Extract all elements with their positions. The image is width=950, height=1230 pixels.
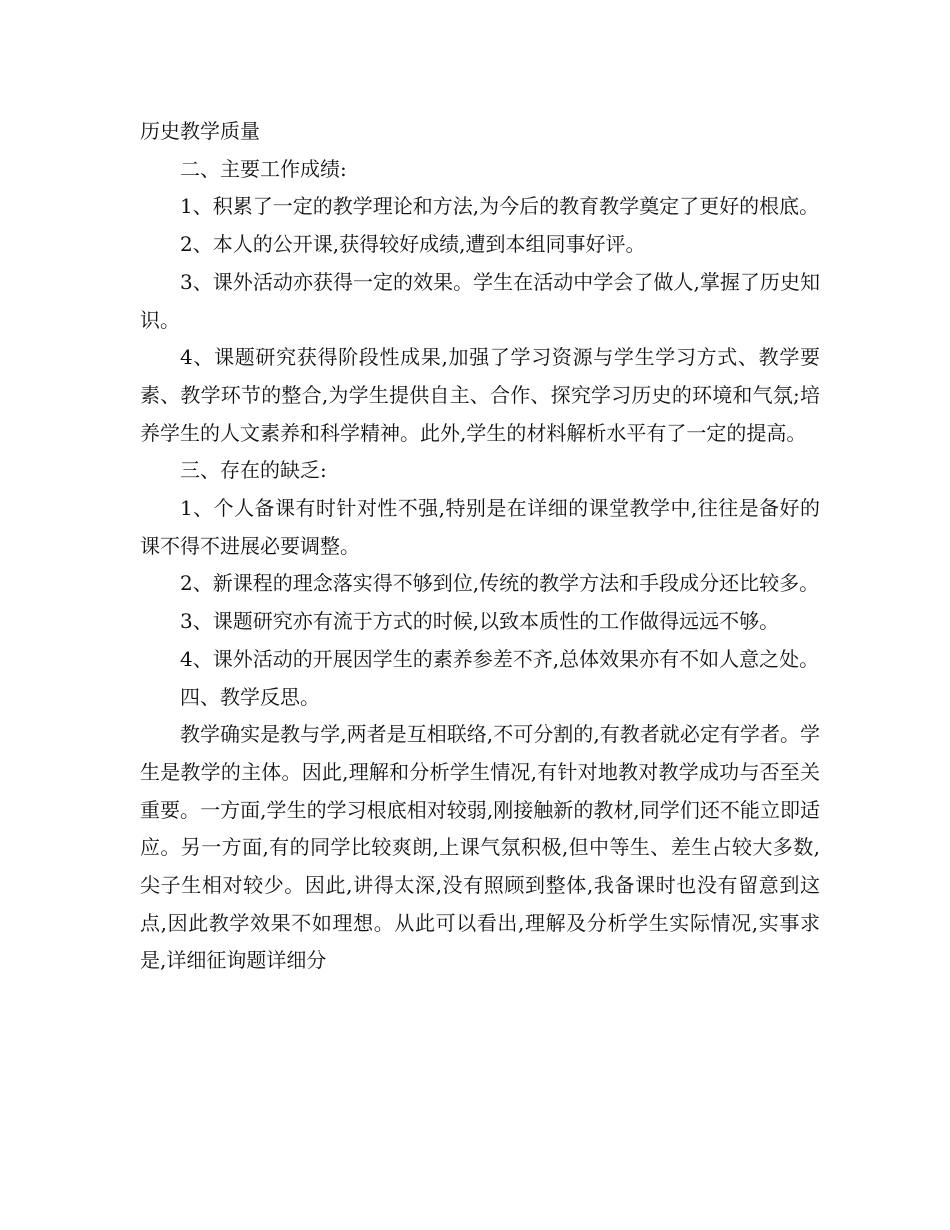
section-heading-shortcomings: 三、存在的缺乏: — [180, 458, 327, 483]
shortcoming-item-2: 2、新课程的理念落实得不够到位,传统的教学方法和手段成分还比较多。 — [180, 571, 820, 596]
section-heading-achievements: 二、主要工作成绩: — [180, 156, 347, 181]
achievement-item-2: 2、本人的公开课,获得较好成绩,遭到本组同事好评。 — [180, 232, 646, 257]
shortcoming-item-1: 1、个人备课有时针对性不强,特别是在详细的课堂教学中,往往是备好的课不得不进展必要调整。 — [140, 496, 820, 558]
shortcoming-item-3: 3、课题研究亦有流于方式的时候,以致本质性的工作做得远远不够。 — [180, 609, 780, 634]
achievement-item-4: 4、课题研究获得阶段性成果,加强了学习资源与学生学习方式、教学要素、教学环节的整合,为学生提供自主、合作、探究学习历史的环境和气氛;培养学生的人文素养和科学精神。此外,学生的材料解析水平有了一定的提高。 — [140, 345, 820, 445]
reflection-paragraph: 教学确实是教与学,两者是互相联络,不可分割的,有教者就必定有学者。学生是教学的主体。因此,理解和分析学生情况,有针对地教对教学成功与否至关重要。一方面,学生的学习根底相对较弱,刚接触新的教材,同学们还不能立即适应。另一方面,有的同学比较爽朗,上课气氛积极,但中等生、差生占较大多数,尖子生相对较少。因此,讲得太深,没有照顾到整体,我备课时也没有留意到这点,因此教学效果不如理想。从此可以看出,理解及分析学生实际情况,实事求是,详细征询题详细分 — [140, 722, 820, 973]
document-page — [140, 113, 820, 980]
achievement-item-3: 3、课外活动亦获得一定的效果。学生在活动中学会了做人,掌握了历史知识。 — [140, 269, 820, 332]
continued-heading: 历史教学质量 — [140, 119, 260, 143]
shortcoming-item-4: 4、课外活动的开展因学生的素养参差不齐,总体效果亦有不如人意之处。 — [180, 646, 820, 671]
achievement-item-1: 1、积累了一定的教学理论和方法,为今后的教育教学奠定了更好的根底。 — [180, 194, 820, 219]
section-heading-reflection: 四、教学反思。 — [180, 684, 320, 709]
